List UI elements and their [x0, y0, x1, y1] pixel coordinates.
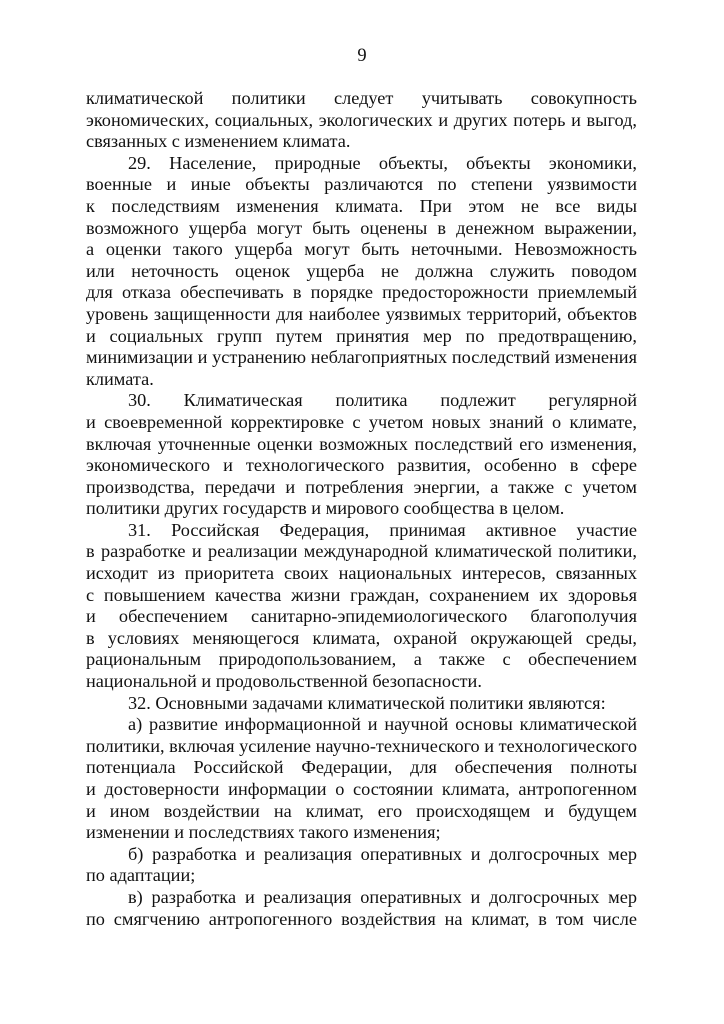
text-line: уровень защищенности для наиболее уязвимых территорий, объектов: [86, 303, 637, 324]
text-line: для отказа обеспечивать в порядке предосторожности приемлемый: [86, 282, 637, 303]
text-line: включая уточненные оценки возможных последствий его изменения,: [86, 433, 637, 454]
text-line: 29. Население, природные объекты, объекты экономики,: [128, 152, 637, 173]
text-line: экономических, социальных, экологических и других потерь и выгод,: [86, 109, 637, 130]
text-line: экономического и технологического развития, особенно в сфере: [86, 455, 637, 476]
document-text: [86, 88, 637, 930]
text-line: политики, включая усиление научно-технического и технологического: [86, 735, 637, 756]
text-line: 31. Российская Федерация, принимая активное участие: [128, 519, 637, 540]
text-line: 32. Основными задачами климатической политики являются:: [128, 692, 606, 713]
text-line: и достоверности информации о состоянии климата, антропогенном: [86, 779, 637, 799]
text-line: в разработке и реализации международной климатической политики,: [86, 541, 637, 562]
text-line: политики других государств и мирового сообщества в целом.: [86, 498, 565, 519]
text-line: 30. Климатическая политика подлежит регулярной: [128, 390, 637, 411]
text-line: в) разработка и реализация оперативных и долгосрочных мер: [128, 886, 637, 907]
text-line: изменении и последствиях такого изменения;: [86, 822, 441, 843]
text-line: климата.: [86, 368, 154, 389]
text-line: и ином воздействии на климат, его происходящем и будущем: [86, 800, 637, 821]
text-line: в условиях меняющегося климата, охраной окружающей среды,: [86, 627, 637, 648]
text-line: б) разработка и реализация оперативных и долгосрочных мер: [128, 843, 637, 864]
text-line: связанных с изменением климата.: [86, 131, 351, 152]
text-line: потенциала Российской Федерации, для обеспечения полноты: [86, 757, 637, 778]
text-line: или неточность оценок ущерба не должна служить поводом: [86, 260, 637, 281]
text-line: и социальных групп путем принятия мер по предотвращению,: [86, 325, 637, 346]
text-line: производства, передачи и потребления энергии, а также с учетом: [86, 476, 637, 497]
text-line: климатической политики следует учитывать совокупность: [86, 88, 637, 108]
text-line: исходит из приоритета своих национальных интересов, связанных: [86, 563, 637, 584]
text-line: по адаптации;: [86, 865, 196, 886]
text-line: к последствиям изменения климата. При этом не все виды: [86, 195, 637, 216]
text-line: по смягчению антропогенного воздействия на климат, в том числе: [86, 908, 637, 929]
text-line: и обеспечением санитарно-эпидемиологического благополучия: [86, 606, 637, 627]
text-line: и своевременной корректировке с учетом новых знаний о климате,: [86, 411, 637, 432]
text-line: военные и иные объекты различаются по степени уязвимости: [86, 174, 637, 195]
text-line: возможного ущерба могут быть оценены в денежном выражении,: [86, 217, 637, 238]
text-line: рациональным природопользованием, а также с обеспечением: [86, 649, 637, 670]
text-line: с повышением качества жизни граждан, сохранением их здоровья: [86, 584, 637, 605]
text-line: минимизации и устранению неблагоприятных последствий изменения: [86, 347, 637, 368]
text-line: национальной и продовольственной безопасности.: [86, 671, 482, 692]
text-line: а) развитие информационной и научной основы климатической: [128, 714, 637, 735]
text-line: а оценки такого ущерба могут быть неточными. Невозможность: [86, 239, 637, 260]
page-number: 9: [357, 46, 367, 66]
